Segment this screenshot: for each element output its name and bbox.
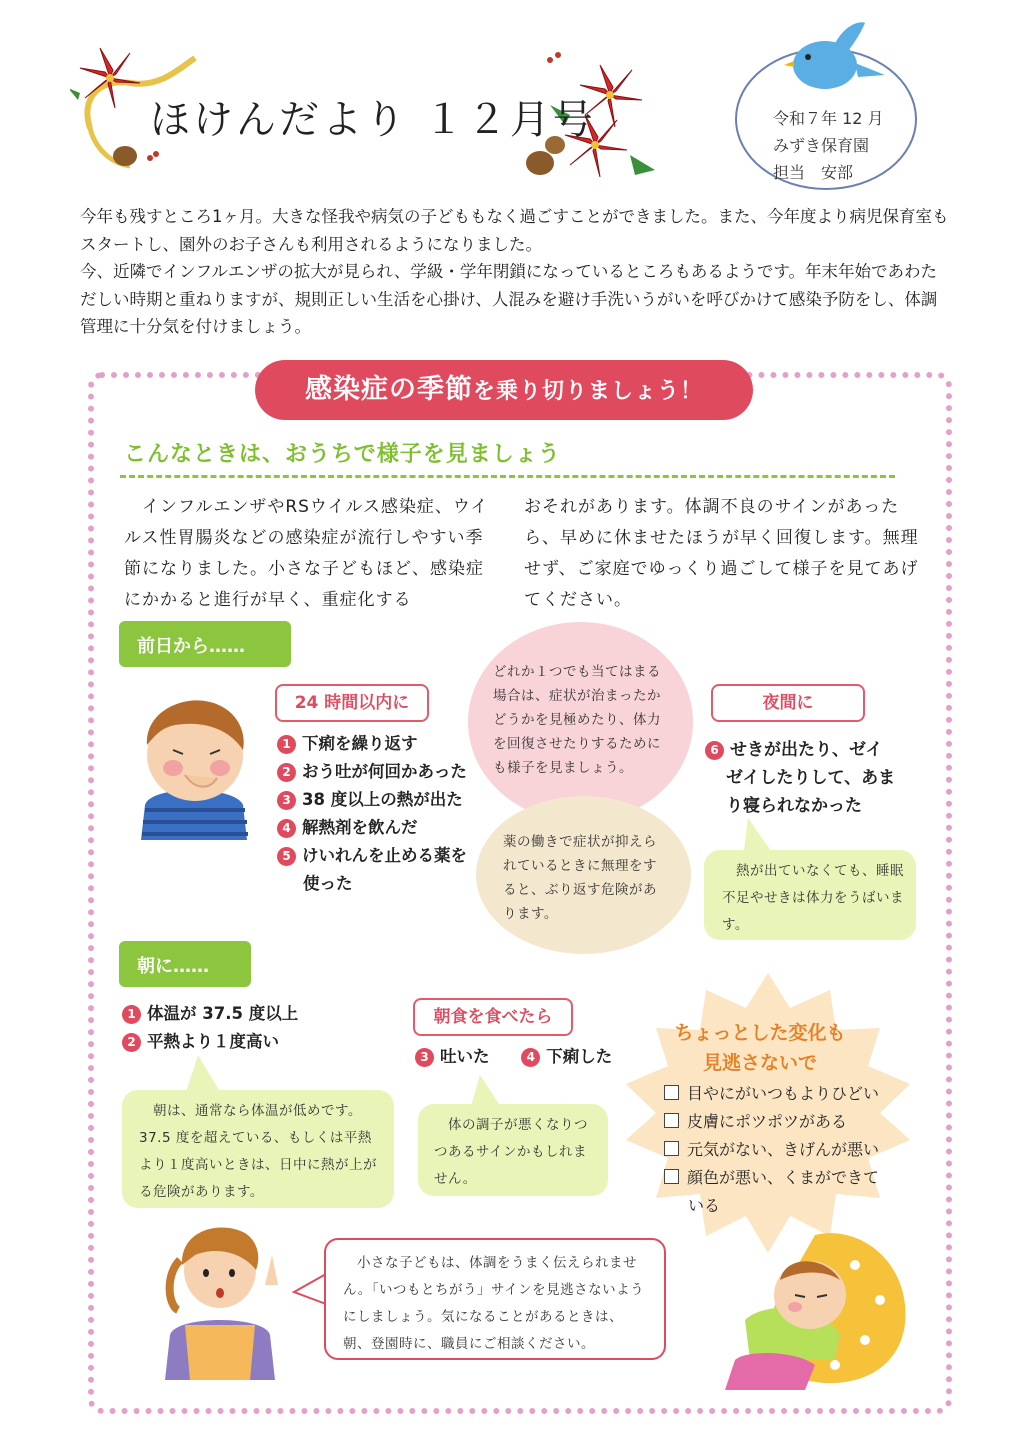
breakfast-item-4: 4 下痢した [521, 1047, 612, 1066]
number-badge: 2 [277, 763, 296, 782]
pink-circle-text: どれか１つでも当てはまる場合は、症状が治まったかどうかを見極めたり、体力を回復させたりするためにも様子を見ましょう。 [493, 664, 661, 776]
night-bubble-text: 熱が出ていなくても、睡眠不足やせきは体力をうばいます。 [722, 863, 904, 933]
morning-item-1: 1 体温が 37.5 度以上 [122, 1000, 362, 1028]
check-item-1: 目やにがいつもよりひどい [664, 1080, 904, 1108]
checkbox-icon [664, 1085, 679, 1100]
changes-checklist [664, 1080, 904, 1220]
sleeping-baby-icon [705, 1225, 915, 1390]
intro-paragraph-1: 今年も残すところ1ヶ月。大きな怪我や病気の子どももなく過ごすことができました。また、今年度より病児保育室もスタートし、園外のお子さんも利用されるようになりました。 [80, 207, 949, 254]
intro-paragraph-2: 今、近隣でインフルエンザの拡大が見られ、学級・学年閉鎖になっているところもあるようです。年末年始であわただしい時期と重ねりますが、規則正しい生活を心掛け、人混みを避け手洗いうがいを呼びかけて感染予防をし、体調管理に十分気を付けましょう。 [80, 262, 938, 336]
number-badge: 1 [277, 735, 296, 754]
number-badge: 3 [415, 1048, 434, 1067]
tag-24h: 24 時間以内に [275, 684, 429, 722]
tag-prev-day-label: 前日から…… [137, 636, 245, 657]
caregiver-woman-icon [150, 1215, 290, 1380]
checkbox-icon [664, 1169, 679, 1184]
night-item-line-3: り寝られなかった [726, 796, 862, 816]
number-badge: 2 [122, 1033, 141, 1052]
morning-list [122, 1000, 362, 1056]
coughing-child-icon [125, 690, 265, 840]
number-badge: 4 [277, 819, 296, 838]
bluebird-icon [780, 15, 890, 95]
checkbox-icon [664, 1113, 679, 1128]
number-badge: 5 [277, 847, 296, 866]
prev-day-item-3: 3 38 度以上の熱が出た [277, 786, 477, 814]
morning-bubble-tail [180, 1055, 225, 1095]
banner [255, 360, 753, 420]
intro-text [80, 203, 950, 341]
changes-title-line-1: ちょっとした変化も [674, 1022, 846, 1044]
check-item-4: 顔色が悪い、くまができて [664, 1164, 904, 1192]
prev-day-item-4: 4 解熱剤を飲んだ [277, 814, 477, 842]
night-list [705, 736, 915, 820]
check-item-4-cont: いる [688, 1196, 721, 1215]
prev-day-item-5: 5 けいれんを止める薬を [277, 842, 477, 870]
tag-prev-day [119, 621, 291, 667]
tag-night: 夜間に [711, 684, 865, 722]
morning-bubble-text: 朝は、通常なら体温が低めです。37.5 度を超えている、もしくは平熱より１度高いときは、日中に熱が上がる危険があります。 [139, 1103, 377, 1200]
prev-day-list [277, 730, 477, 898]
section-subhead: こんなときは、おうちで様子を見ましょう [124, 442, 561, 467]
night-item-6: 6 せきが出たり、ゼイ [705, 736, 915, 764]
changes-title-line-2: 見逃さないで [702, 1052, 817, 1074]
prev-day-item-5-cont: 使った [303, 874, 353, 893]
newsletter-title: ほけんだより １２月号 [150, 97, 596, 143]
speech-bubble-tail [292, 1270, 328, 1310]
number-badge: 6 [705, 741, 724, 760]
prev-day-item-2: 2 おう吐が何回かあった [277, 758, 477, 786]
night-item-line-2: ゼイしたりして、あま [726, 768, 896, 788]
number-badge: 1 [122, 1005, 141, 1024]
number-badge: 3 [277, 791, 296, 810]
changes-title [650, 1018, 870, 1078]
breakfast-item-3: 3 吐いた [415, 1047, 490, 1066]
banner-highlight: 感染症の季節 [304, 374, 473, 405]
breakfast-list [415, 1043, 635, 1071]
tag-morning [119, 941, 251, 987]
banner-rest: を乗り切りましょう！ [472, 379, 703, 404]
prev-day-item-1: 1 下痢を繰り返す [277, 730, 477, 758]
check-item-2: 皮膚にポツポツがある [664, 1108, 904, 1136]
beige-circle-text: 薬の働きで症状が抑えられているときに無理をすると、ぶり返す危険があります。 [503, 834, 657, 922]
dashed-divider [120, 475, 895, 478]
tag-morning-label: 朝に…… [137, 956, 209, 977]
body-column-2: おそれがあります。体調不良のサインがあったら、早めに休ませたほうが早く回復します。無理せず、ご家庭でゆっくり過ごして様子を見てあげてください。 [524, 497, 919, 610]
info-author: 担当 安部 [773, 163, 854, 182]
tag-breakfast: 朝食を食べたら [413, 998, 573, 1036]
check-item-3: 元気がない、きげんが悪い [664, 1136, 904, 1164]
body-column-1: インフルエンザやRSウイルス感染症、ウイルス性胃腸炎などの感染症が流行しやすい季節になりました。小さな子どもほど、感染症にかかると進行が早く、重症化する [124, 497, 489, 610]
info-date: 令和７年 12 月 [773, 109, 884, 128]
speech-bubble-text: 小さな子どもは、体調をうまく伝えられません。「いつもとちがう」サインを見逃さないようにしましょう。気になることがあるときは、朝、登園時に、職員にご相談ください。 [343, 1255, 645, 1352]
morning-item-2: 2 平熱より１度高い [122, 1028, 362, 1056]
breakfast-bubble-text: 体の調子が悪くなりつつあるサインかもしれません。 [434, 1117, 588, 1187]
number-badge: 4 [521, 1048, 540, 1067]
checkbox-icon [664, 1141, 679, 1156]
info-school: みずき保育園 [773, 136, 870, 155]
